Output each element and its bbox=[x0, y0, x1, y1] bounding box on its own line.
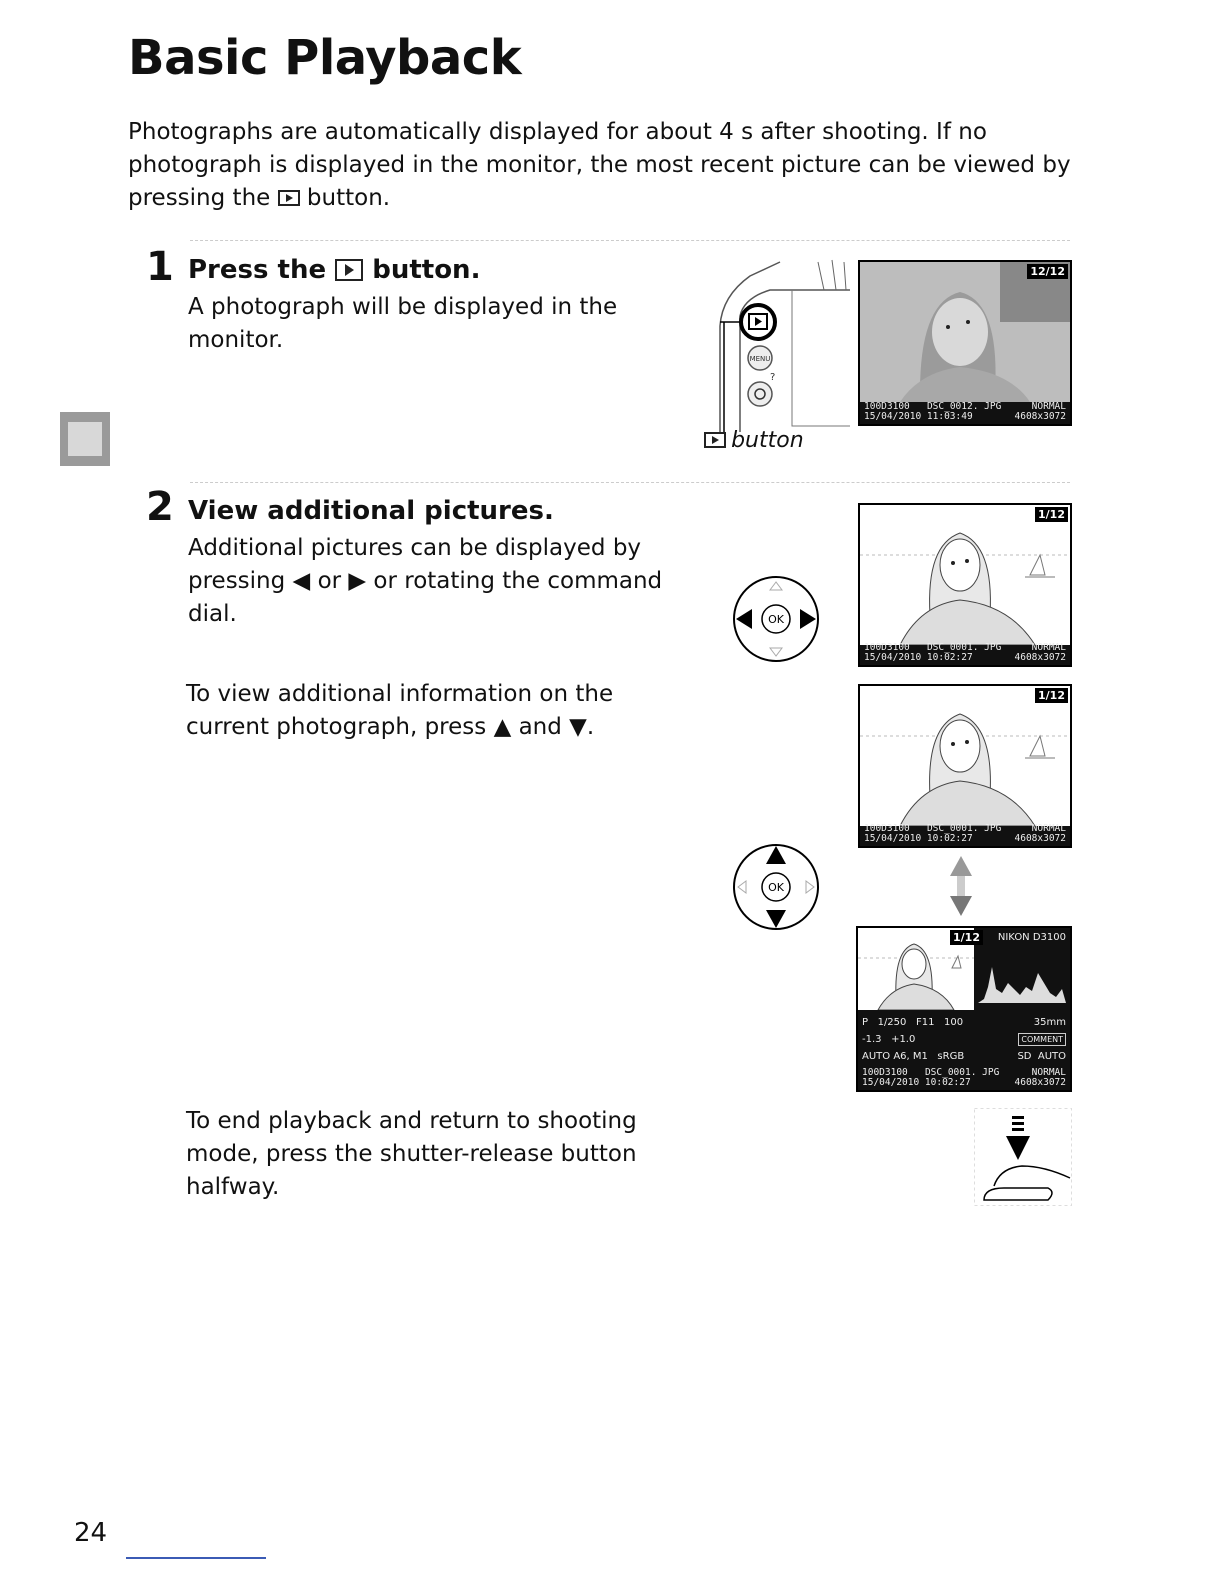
portrait-photo bbox=[860, 686, 1070, 826]
step-2-heading: View additional pictures. bbox=[188, 496, 554, 526]
page-number: 24 bbox=[74, 1518, 108, 1548]
down-arrow-icon: ▼ bbox=[569, 714, 587, 740]
playback-tab-icon bbox=[68, 422, 102, 456]
image-size: 4608x3072 bbox=[1014, 833, 1066, 844]
intro-text: Photographs are automatically displayed for about 4 s after shooting. If no photograph is displayed in the monitor, the most recent picture can be viewed by pressing the bbox=[128, 119, 1071, 211]
ok-label: OK bbox=[768, 613, 784, 626]
separator bbox=[190, 240, 1070, 241]
active-d-lighting: AUTO bbox=[1037, 1051, 1066, 1062]
monitor-screen-info bbox=[856, 926, 1072, 1092]
step-1-heading bbox=[188, 255, 480, 285]
footer-line bbox=[126, 1557, 266, 1559]
shooting-data bbox=[862, 1014, 1066, 1065]
portrait-photo bbox=[860, 262, 1070, 402]
date-time: 15/04/2010 10:02:27 bbox=[864, 833, 973, 844]
exposure-mode: P bbox=[862, 1017, 869, 1028]
step-2-text: Additional pictures can be displayed by pressing bbox=[188, 535, 642, 594]
photo-info bbox=[864, 402, 1066, 422]
file-name: DSC_0001. JPG bbox=[924, 1067, 1000, 1078]
step-1-number: 1 bbox=[146, 244, 174, 290]
image-size: 4608x3072 bbox=[1014, 652, 1066, 663]
step-1-caption bbox=[704, 428, 804, 453]
intro-text-end: button. bbox=[306, 185, 391, 211]
date-time: 15/04/2010 10:02:27 bbox=[864, 652, 973, 663]
step-2-or: or bbox=[317, 568, 342, 594]
monitor-screen-1 bbox=[858, 260, 1072, 426]
up-down-transition-icon bbox=[946, 854, 976, 918]
step-2-body bbox=[188, 532, 678, 631]
page-title: Basic Playback bbox=[128, 30, 522, 86]
image-quality: NORMAL bbox=[1031, 642, 1066, 653]
separator bbox=[190, 482, 1070, 483]
up-arrow-icon: ▲ bbox=[493, 714, 512, 740]
date-time: 15/04/2010 11:03:49 bbox=[864, 411, 973, 422]
monitor-screen-3 bbox=[858, 684, 1072, 848]
color-space: sRGB bbox=[937, 1051, 965, 1062]
photo-info bbox=[864, 824, 1066, 844]
chapter-tab bbox=[60, 412, 110, 466]
picture-control: SD bbox=[1017, 1051, 1032, 1062]
info-and: and bbox=[518, 714, 562, 740]
flash-compensation: +1.0 bbox=[891, 1034, 916, 1045]
file-name: DSC_0001. JPG bbox=[926, 642, 1002, 653]
image-quality: NORMAL bbox=[1031, 823, 1066, 834]
folder-name: 100D3100 bbox=[864, 823, 910, 834]
playback-button-icon bbox=[335, 259, 363, 281]
comment-badge: COMMENT bbox=[1018, 1033, 1066, 1046]
step-1-heading-text-end: button. bbox=[372, 255, 481, 285]
frame-counter: 1/12 bbox=[950, 930, 983, 945]
file-name: DSC_0012. JPG bbox=[926, 401, 1002, 412]
step-1-heading-text: Press the bbox=[188, 255, 327, 285]
frame-counter: 1/12 bbox=[1035, 507, 1068, 522]
folder-name: 100D3100 bbox=[862, 1067, 908, 1078]
multi-selector-up-down bbox=[730, 842, 822, 932]
right-arrow-icon: ▶ bbox=[348, 568, 367, 594]
date-time: 15/04/2010 10:02:27 bbox=[862, 1077, 971, 1088]
menu-button-label: MENU bbox=[749, 355, 771, 363]
shutter-speed: 1/250 bbox=[877, 1017, 907, 1028]
ok-label: OK bbox=[768, 881, 784, 894]
step-2-end-text: To end playback and return to shooting mode, press the shutter-release button halfway. bbox=[186, 1108, 637, 1200]
playback-button-icon bbox=[704, 432, 726, 448]
step-2-text-end: or rotating the command dial. bbox=[188, 568, 663, 627]
camera-name: NIKON D3100 bbox=[997, 932, 1066, 943]
help-label: ? bbox=[770, 372, 776, 383]
step-2-info-text: To view additional information on the current photograph, press ▲ and ▼. bbox=[186, 681, 614, 740]
image-size: 4608x3072 bbox=[1014, 411, 1066, 422]
exposure-compensation: -1.3 bbox=[862, 1034, 882, 1045]
intro-paragraph bbox=[128, 116, 1108, 215]
photo-info bbox=[864, 643, 1066, 663]
info-text: To view additional information on the current photograph, press bbox=[186, 681, 614, 740]
shutter-half-press-illustration bbox=[974, 1108, 1072, 1206]
portrait-photo bbox=[860, 505, 1070, 645]
step-1-body: A photograph will be displayed in the monitor. bbox=[188, 294, 618, 353]
focal-length: 35mm bbox=[1033, 1017, 1066, 1028]
left-arrow-icon: ◀ bbox=[292, 568, 311, 594]
file-name: DSC_0001. JPG bbox=[926, 823, 1002, 834]
photo-info bbox=[862, 1068, 1066, 1088]
histogram bbox=[978, 943, 1066, 1003]
image-quality: NORMAL bbox=[1031, 1067, 1066, 1078]
step-2-number: 2 bbox=[146, 484, 174, 530]
iso: 100 bbox=[943, 1017, 964, 1028]
frame-counter: 1/12 bbox=[1035, 688, 1068, 703]
multi-selector-left-right bbox=[730, 574, 822, 664]
white-balance: AUTO A6, M1 bbox=[862, 1051, 928, 1062]
caption-text: button bbox=[731, 428, 804, 453]
monitor-screen-2 bbox=[858, 503, 1072, 667]
frame-counter: 12/12 bbox=[1027, 264, 1068, 279]
folder-name: 100D3100 bbox=[864, 642, 910, 653]
playback-button-icon bbox=[278, 190, 300, 206]
image-size: 4608x3072 bbox=[1014, 1077, 1066, 1088]
aperture: F11 bbox=[915, 1017, 935, 1028]
image-quality: NORMAL bbox=[1031, 401, 1066, 412]
folder-name: 100D3100 bbox=[864, 401, 910, 412]
camera-back-illustration bbox=[700, 256, 852, 432]
histogram-panel bbox=[978, 932, 1066, 1007]
